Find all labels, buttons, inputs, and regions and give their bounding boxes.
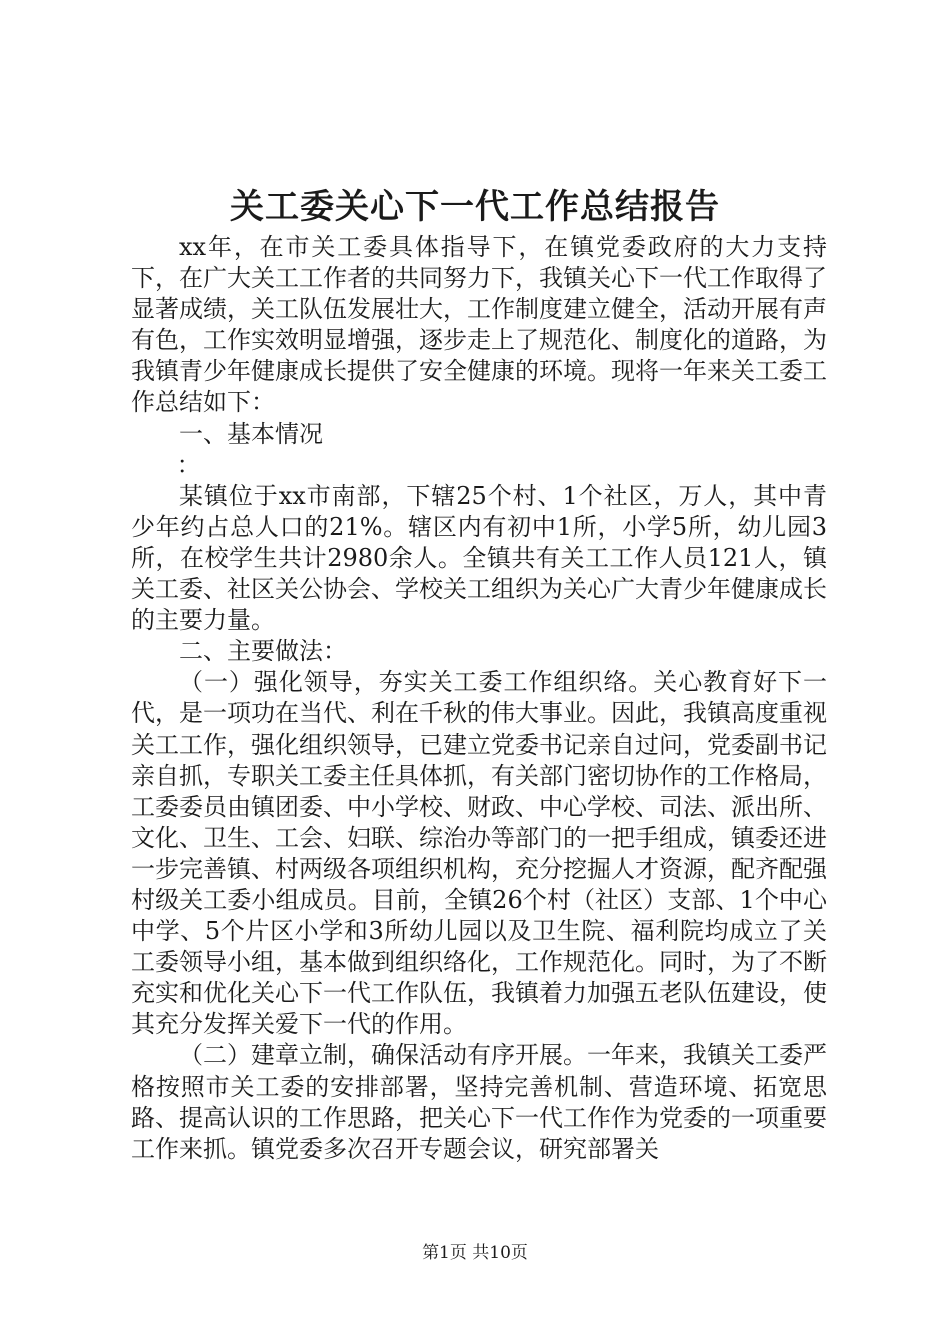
section-heading-main-practices: 二、主要做法： xyxy=(179,637,347,666)
paragraph-leadership: （一）强化领导，夯实关工委工作组织络。关心教育好下一代，是一项功在当代、利在千秋的伟大事业。因此，我镇高度重视关工工作，强化组织领导，已建立党委书记亲自过问，党委副书记亲自抓，专职关工委主任具体抓，有关部门密切协作的工作格局，工委委员由镇团委、中小学校、财政、中心学校、司法、派出所、文化、卫生、工会、妇联、综治办等部门的一把手组成，镇委还进一步完善镇、村两级各项组织机构，充分挖掘人才资源，配齐配强村级关工委小组成员。目前，全镇26个村（社区）支部、1个中心中学、5个片区小学和3所幼儿园以及卫生院、福利院均成立了关工委领导小组，基本做到组织络化，工作规范化。同时，为了不断充实和优化关心下一代工作队伍，我镇着力加强五老队伍建设，使其充分发挥关爱下一代的作用。 xyxy=(131,668,827,1039)
document-body xyxy=(131,232,827,1165)
document-title: 关工委关心下一代工作总结报告 xyxy=(230,187,720,227)
paragraph-intro: xx年，在市关工委具体指导下，在镇党委政府的大力支持下，在广大关工工作者的共同努力下，我镇关心下一代工作取得了显著成绩，关工队伍发展壮大，工作制度建立健全，活动开展有声有色，工作实效明显增强，逐步走上了规范化、制度化的道路，为我镇青少年健康成长提供了安全健康的环境。现将一年来关工委工作总结如下： xyxy=(131,233,827,417)
paragraph-regulations: （二）建章立制，确保活动有序开展。一年来，我镇关工委严格按照市关工委的安排部署，坚持完善机制、营造环境、拓宽思路、提高认识的工作思路，把关心下一代工作作为党委的一项重要工作来抓。镇党委多次召开专题会议，研究部署关 xyxy=(131,1041,827,1163)
paragraph-colon: ： xyxy=(176,450,201,479)
paragraph-town-overview: 某镇位于xx市南部，下辖25个村、1个社区，万人，其中青少年约占总人口的21%。辖区内有初中1所，小学5所，幼儿园3所，在校学生共计2980余人。全镇共有关工工作人员121人，镇关工委、社区关公协会、学校关工组织为关心广大青少年健康成长的主要力量。 xyxy=(131,481,827,635)
section-heading-basic-situation: 一、基本情况 xyxy=(179,419,323,448)
page-footer: 第1页 共10页 xyxy=(422,1243,528,1263)
